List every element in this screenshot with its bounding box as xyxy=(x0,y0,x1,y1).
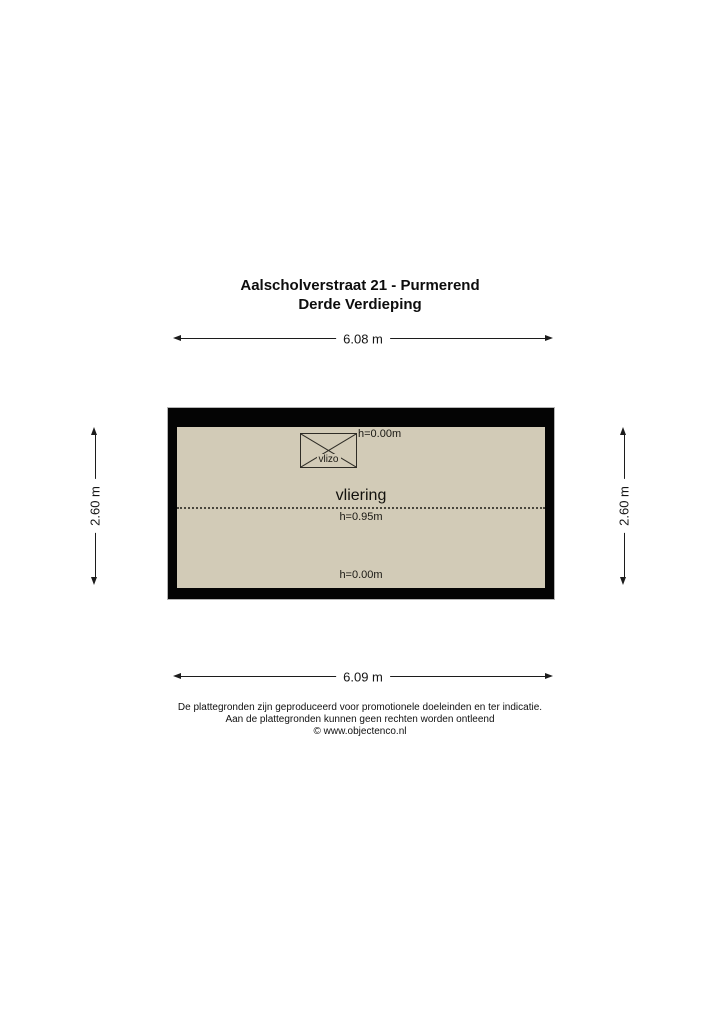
vlizo-hatch xyxy=(300,433,357,468)
arrow-left-icon xyxy=(173,335,181,341)
room-interior xyxy=(177,427,545,588)
dimension-top xyxy=(173,332,553,346)
arrow-left-icon xyxy=(173,673,181,679)
height-break-dotted-line xyxy=(177,507,545,509)
floorplan-room-vliering xyxy=(168,408,554,599)
arrow-up-icon xyxy=(91,427,97,435)
disclaimer-copyright: © www.objectenco.nl xyxy=(313,726,407,737)
page-title-address: Aalscholverstraat 21 - Purmerend xyxy=(240,277,480,294)
height-label-bottom: h=0.00m xyxy=(339,569,383,581)
arrow-right-icon xyxy=(545,335,553,341)
dimension-right xyxy=(617,427,631,585)
dimension-bottom-label: 6.09 m xyxy=(336,670,390,685)
arrow-down-icon xyxy=(91,577,97,585)
disclaimer-line-2: Aan de plattegronden kunnen geen rechten worden ontleend xyxy=(225,714,495,725)
disclaimer xyxy=(0,702,720,738)
room-name-label: vliering xyxy=(335,487,387,504)
disclaimer-line-1: De plattegronden zijn geproduceerd voor promotionele doeleinden en ter indicatie. xyxy=(177,702,543,713)
dimension-left-label: 2.60 m xyxy=(88,479,103,533)
dimension-top-label: 6.08 m xyxy=(336,332,390,347)
page-title xyxy=(0,276,720,314)
arrow-down-icon xyxy=(620,577,626,585)
page-title-floor: Derde Verdieping xyxy=(298,296,422,313)
dimension-right-label: 2.60 m xyxy=(617,479,632,533)
dimension-left xyxy=(88,427,102,585)
arrow-up-icon xyxy=(620,427,626,435)
dimension-bottom xyxy=(173,670,553,684)
height-label-top: h=0.00m xyxy=(358,428,402,440)
vlizo-label: vlizo xyxy=(318,454,339,465)
height-label-middle: h=0.95m xyxy=(339,511,383,523)
arrow-right-icon xyxy=(545,673,553,679)
